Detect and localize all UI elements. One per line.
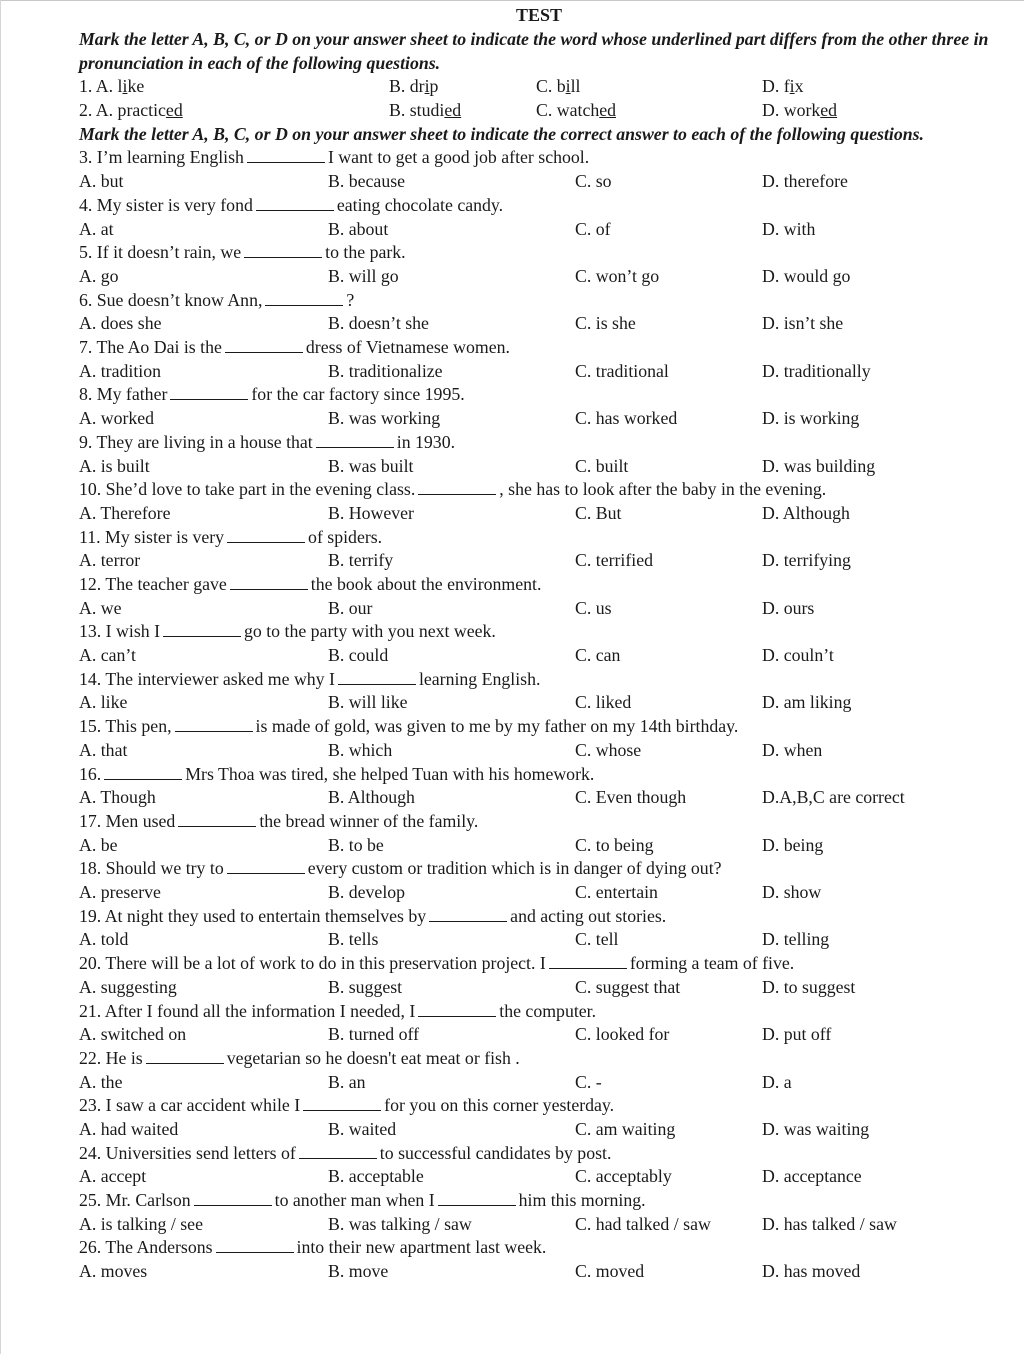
answer-blank xyxy=(227,526,305,543)
word-part: x xyxy=(794,76,804,97)
answer-option[interactable]: B. because xyxy=(328,171,406,192)
answer-option[interactable]: D. to suggest xyxy=(762,976,856,997)
question xyxy=(79,241,999,265)
pronunciation-section xyxy=(79,75,999,122)
answer-option[interactable]: C. looked for xyxy=(575,1024,670,1045)
answer-option[interactable] xyxy=(389,99,461,123)
answer-option[interactable]: B. suggest xyxy=(328,976,403,997)
answer-option[interactable]: D. a xyxy=(762,1071,792,1092)
option-letter: 1. A. xyxy=(79,76,118,97)
answer-blank xyxy=(194,1189,272,1206)
answer-blank xyxy=(429,905,507,922)
answer-option[interactable]: D. Although xyxy=(762,502,850,523)
answer-option[interactable]: C. had talked / saw xyxy=(575,1213,711,1234)
answer-blank xyxy=(338,668,416,685)
answer-option[interactable]: A. we xyxy=(79,597,122,618)
answer-option[interactable]: D. would go xyxy=(762,265,851,286)
question-text: I want to get a good job after school. xyxy=(327,147,590,168)
question xyxy=(79,1047,999,1071)
answer-blank xyxy=(418,478,496,495)
answer-option[interactable]: B. waited xyxy=(328,1119,397,1139)
answer-option[interactable]: B. an xyxy=(328,1071,366,1092)
answer-options-row xyxy=(79,1071,999,1095)
answer-options-row xyxy=(79,455,999,479)
question xyxy=(79,1094,999,1118)
answer-blank xyxy=(216,1236,294,1253)
answer-option[interactable]: B. to be xyxy=(328,834,384,855)
answer-option[interactable]: A. worked xyxy=(79,408,155,429)
answer-option[interactable] xyxy=(389,75,438,99)
answer-option[interactable] xyxy=(762,75,804,99)
word-part: practic xyxy=(117,100,166,121)
answer-option[interactable]: B. was talking / saw xyxy=(328,1213,472,1234)
question xyxy=(79,1189,999,1213)
answer-option[interactable]: D. ours xyxy=(762,597,815,618)
word-part: l xyxy=(117,76,123,97)
answer-option[interactable]: D. was waiting xyxy=(762,1119,870,1139)
answer-option[interactable]: D. isn’t she xyxy=(762,313,844,334)
question-text: 19. At night they used to entertain themselves by xyxy=(79,905,427,926)
option-letter: C. xyxy=(536,76,557,97)
answer-option[interactable]: C. so xyxy=(575,171,612,192)
answer-option[interactable]: B. traditionalize xyxy=(328,360,443,381)
answer-options-row xyxy=(79,1118,999,1142)
answer-options-row xyxy=(79,218,999,242)
answer-option[interactable]: B. terrify xyxy=(328,550,394,571)
answer-blank xyxy=(303,1094,381,1111)
question-text: every custom or tradition which is in danger of dying out? xyxy=(307,858,722,879)
answer-option[interactable]: A. Though xyxy=(79,787,156,808)
answer-option[interactable]: C. terrified xyxy=(575,550,654,571)
underlined-part: ed xyxy=(165,100,183,121)
answer-blank xyxy=(418,1000,496,1017)
answer-options-row xyxy=(79,786,999,810)
question-text: 26. The Andersons xyxy=(79,1237,213,1258)
question-text: the computer. xyxy=(499,1000,597,1021)
question-text: 10. She’d love to take part in the evening class. xyxy=(79,479,416,500)
answer-option[interactable]: C. us xyxy=(575,597,612,618)
answer-option[interactable]: C. But xyxy=(575,502,622,523)
question-text: of spiders. xyxy=(308,526,383,547)
answer-options-row xyxy=(79,312,999,336)
answer-option[interactable]: A. preserve xyxy=(79,882,161,903)
answer-option[interactable]: A. is talking / see xyxy=(79,1213,203,1234)
answer-blank xyxy=(438,1189,516,1206)
grammar-section xyxy=(79,146,999,1283)
question-text: 23. I saw a car accident while I xyxy=(79,1095,301,1116)
answer-option[interactable]: D. has talked / saw xyxy=(762,1213,897,1234)
answer-blank xyxy=(163,620,241,637)
answer-option[interactable]: D. being xyxy=(762,834,824,855)
answer-option[interactable]: B. which xyxy=(328,739,393,760)
question-text: 20. There will be a lot of work to do in this preservation project. I xyxy=(79,953,546,974)
question xyxy=(79,715,999,739)
answer-option[interactable]: B. doesn’t she xyxy=(328,313,429,334)
answer-option[interactable]: A. switched on xyxy=(79,1024,187,1045)
answer-option[interactable]: B. was working xyxy=(328,408,441,429)
question-text: 3. I’m learning English xyxy=(79,147,244,168)
question xyxy=(79,810,999,834)
answer-options-row xyxy=(79,265,999,289)
answer-option[interactable]: D. couln’t xyxy=(762,645,834,666)
option-letter: D. xyxy=(762,76,784,97)
answer-options-row xyxy=(79,549,999,573)
answer-option[interactable]: A. but xyxy=(79,171,124,192)
answer-option[interactable]: B. our xyxy=(328,597,373,618)
answer-option[interactable]: B. However xyxy=(328,502,414,523)
answer-option[interactable] xyxy=(536,75,581,99)
answer-option[interactable]: A. tradition xyxy=(79,360,161,381)
question xyxy=(79,1142,999,1166)
answer-options-row xyxy=(79,360,999,384)
word-part: work xyxy=(783,100,821,121)
answer-option[interactable]: B. acceptable xyxy=(328,1166,424,1187)
left-border xyxy=(0,0,1,1354)
word-part: ke xyxy=(127,76,145,97)
question xyxy=(79,478,999,502)
underlined-part: ed xyxy=(444,100,462,121)
answer-option[interactable]: C. traditional xyxy=(575,360,669,381)
question-text: 5. If it doesn’t rain, we xyxy=(79,242,242,263)
question-text: into their new apartment last week. xyxy=(296,1237,547,1258)
answer-option[interactable]: A. terror xyxy=(79,550,141,571)
answer-blank xyxy=(244,241,322,258)
answer-option[interactable]: A. had waited xyxy=(79,1119,179,1139)
pronunciation-options-row xyxy=(79,99,999,123)
question xyxy=(79,431,999,455)
answer-option[interactable]: D. traditionally xyxy=(762,360,871,381)
question-text: 24. Universities send letters of xyxy=(79,1142,296,1163)
answer-blank xyxy=(175,715,253,732)
answer-options-row xyxy=(79,928,999,952)
answer-option[interactable]: B. Although xyxy=(328,787,415,808)
answer-blank xyxy=(178,810,256,827)
option-letter: B. xyxy=(389,100,410,121)
section2-instruction: Mark the letter A, B, C, or D on your answer sheet to indicate the correct answer to each of the following questions. xyxy=(79,123,924,144)
answer-option[interactable] xyxy=(79,99,183,123)
question-text: 6. Sue doesn’t know Ann, xyxy=(79,289,263,310)
answer-option[interactable]: A. Therefore xyxy=(79,502,171,523)
question xyxy=(79,857,999,881)
answer-blank xyxy=(104,763,182,780)
question-text: 13. I wish I xyxy=(79,621,160,642)
answer-option[interactable]: D. was building xyxy=(762,455,876,476)
question-text: 25. Mr. Carlson xyxy=(79,1190,191,1211)
answer-option[interactable]: A. can’t xyxy=(79,645,136,666)
answer-option[interactable]: D. terrifying xyxy=(762,550,851,571)
question-text: 11. My sister is very xyxy=(79,526,225,547)
answer-option[interactable]: D.A,B,C are correct xyxy=(762,787,905,808)
answer-option[interactable]: D. when xyxy=(762,739,823,760)
question-text: the book about the environment. xyxy=(310,574,542,594)
underlined-part: ed xyxy=(820,100,838,121)
question-text: 18. Should we try to xyxy=(79,858,224,879)
underlined-part: i xyxy=(122,76,128,97)
answer-option[interactable]: A. go xyxy=(79,265,119,286)
pronunciation-options-row xyxy=(79,75,999,99)
word-part: f xyxy=(783,76,790,97)
answer-option[interactable]: A. suggesting xyxy=(79,976,177,997)
question-text: 21. After I found all the information I needed, I xyxy=(79,1000,416,1021)
question-text: forming a team of five. xyxy=(629,953,795,974)
answer-options-row xyxy=(79,1023,999,1047)
question-text: 8. My father xyxy=(79,384,168,405)
option-letter: C. xyxy=(536,100,557,121)
answer-option[interactable]: D. is working xyxy=(762,408,860,429)
test-content xyxy=(79,4,999,1284)
answer-option[interactable]: B. could xyxy=(328,645,389,666)
answer-options-row xyxy=(79,739,999,763)
question-text: 22. He is xyxy=(79,1047,143,1068)
answer-option[interactable]: D. put off xyxy=(762,1024,832,1045)
question xyxy=(79,1236,999,1260)
question-text: and acting out stories. xyxy=(510,905,667,926)
answer-option[interactable]: C. suggest that xyxy=(575,976,681,997)
question-text: eating chocolate candy. xyxy=(336,194,504,215)
answer-option[interactable]: C. tell xyxy=(575,929,619,950)
answer-options-row xyxy=(79,644,999,668)
answer-blank xyxy=(299,1142,377,1159)
answer-options-row xyxy=(79,881,999,905)
top-border xyxy=(0,0,1024,1)
word-part: watch xyxy=(556,100,600,121)
question-text: learning English. xyxy=(418,668,541,689)
underlined-part: i xyxy=(565,76,571,97)
word-part: p xyxy=(429,76,439,97)
answer-option[interactable]: A. the xyxy=(79,1071,123,1092)
answer-option[interactable]: D. am liking xyxy=(762,692,852,713)
option-letter: B. xyxy=(389,76,410,97)
answer-option[interactable]: C. can xyxy=(575,645,621,666)
question-text: to the park. xyxy=(325,242,406,263)
word-part: dr xyxy=(409,76,425,97)
answer-option[interactable]: B. tells xyxy=(328,929,379,950)
answer-option[interactable]: D. show xyxy=(762,882,822,903)
answer-option[interactable]: B. about xyxy=(328,218,389,239)
section1-instruction: Mark the letter A, B, C, or D on your answer sheet to indicate the word whose underlined part differs from the other three in pronunciation in each of the following questions. xyxy=(79,29,989,73)
answer-option[interactable]: B. turned off xyxy=(328,1024,420,1045)
question-text: to successful candidates by post. xyxy=(379,1142,612,1163)
word-part: ll xyxy=(570,76,581,97)
answer-option[interactable]: C. acceptably xyxy=(575,1166,672,1187)
answer-option[interactable]: C. entertain xyxy=(575,882,658,903)
option-letter: D. xyxy=(762,100,784,121)
answer-option[interactable]: D. telling xyxy=(762,929,830,950)
answer-blank xyxy=(225,336,303,353)
underlined-part: ed xyxy=(599,100,617,121)
question-text: him this morning. xyxy=(518,1190,646,1211)
question xyxy=(79,383,999,407)
question-text: 17. Men used xyxy=(79,810,176,831)
question-text: 16. xyxy=(79,763,102,784)
answer-blank xyxy=(247,146,325,163)
word-part: studi xyxy=(409,100,445,121)
answer-option[interactable]: A. at xyxy=(79,218,114,239)
answer-option[interactable]: C. Even though xyxy=(575,787,687,808)
question-text: dress of Vietnamese women. xyxy=(305,337,510,358)
answer-option[interactable]: A. like xyxy=(79,692,128,713)
question xyxy=(79,905,999,929)
question xyxy=(79,526,999,550)
question-text: to another man when I xyxy=(274,1190,435,1211)
answer-options-row xyxy=(79,1165,999,1189)
answer-option[interactable]: C. has worked xyxy=(575,408,678,429)
answer-option[interactable]: C. to being xyxy=(575,834,654,855)
question-text: 14. The interviewer asked me why I xyxy=(79,668,335,689)
question-text: , she has to look after the baby in the evening. xyxy=(499,479,827,500)
word-part: b xyxy=(556,76,566,97)
question-text: 9. They are living in a house that xyxy=(79,431,313,452)
question xyxy=(79,620,999,644)
question-text: ? xyxy=(346,289,355,310)
option-letter: 2. A. xyxy=(79,100,118,121)
answer-options-row xyxy=(79,170,999,194)
answer-option[interactable]: A. does she xyxy=(79,313,162,334)
answer-option[interactable]: C. - xyxy=(575,1071,602,1092)
answer-option[interactable]: A. accept xyxy=(79,1166,147,1187)
question xyxy=(79,336,999,360)
answer-blank xyxy=(230,573,308,590)
question xyxy=(79,194,999,218)
question-text: go to the party with you next week. xyxy=(244,621,496,642)
question-text: 7. The Ao Dai is the xyxy=(79,337,222,358)
answer-option[interactable]: C. built xyxy=(575,455,629,476)
answer-blank xyxy=(256,194,334,211)
answer-option[interactable]: D. with xyxy=(762,218,816,239)
answer-option[interactable]: B. was built xyxy=(328,455,414,476)
answer-options-row xyxy=(79,597,999,621)
answer-blank xyxy=(265,289,343,306)
answer-blank xyxy=(146,1047,224,1064)
question xyxy=(79,952,999,976)
question-text: 12. The teacher gave xyxy=(79,574,227,594)
answer-options-row xyxy=(79,1213,999,1237)
page-title: TEST xyxy=(515,5,563,25)
question xyxy=(79,573,999,597)
answer-blank xyxy=(170,383,248,400)
answer-options-row xyxy=(79,976,999,1000)
question-text: Mrs Thoa was tired, she helped Tuan with his homework. xyxy=(185,763,595,784)
answer-option[interactable]: C. of xyxy=(575,218,611,239)
question xyxy=(79,146,999,170)
answer-option[interactable]: C. is she xyxy=(575,313,636,334)
answer-option[interactable]: A. be xyxy=(79,834,118,855)
underlined-part: i xyxy=(789,76,795,97)
question xyxy=(79,289,999,313)
answer-option[interactable]: A. is built xyxy=(79,455,150,476)
answer-option[interactable] xyxy=(79,75,144,99)
question xyxy=(79,763,999,787)
question xyxy=(79,1000,999,1024)
answer-option[interactable] xyxy=(762,99,837,123)
question-text: 15. This pen, xyxy=(79,716,172,737)
answer-option[interactable]: D. therefore xyxy=(762,171,848,192)
answer-option[interactable]: A. moves xyxy=(79,1261,148,1282)
question-text: for the car factory since 1995. xyxy=(251,384,465,405)
question xyxy=(79,668,999,692)
answer-options-row xyxy=(79,691,999,715)
answer-blank xyxy=(316,431,394,448)
answer-option[interactable]: C. liked xyxy=(575,692,632,713)
answer-option[interactable]: D. acceptance xyxy=(762,1166,862,1187)
answer-option[interactable]: B. develop xyxy=(328,882,406,903)
answer-options-row xyxy=(79,407,999,431)
question-text: is made of gold, was given to me by my father on my 14th birthday. xyxy=(255,716,739,737)
answer-blank xyxy=(549,952,627,969)
answer-options-row xyxy=(79,1260,999,1284)
answer-option[interactable]: A. told xyxy=(79,929,129,950)
answer-blank xyxy=(227,857,305,874)
answer-option[interactable]: C. won’t go xyxy=(575,265,660,286)
answer-option[interactable]: B. will go xyxy=(328,265,399,286)
answer-option[interactable]: C. whose xyxy=(575,739,642,760)
question-text: 4. My sister is very fond xyxy=(79,194,253,215)
question-text: vegetarian so he doesn't eat meat or fish . xyxy=(226,1047,520,1068)
answer-option[interactable]: C. moved xyxy=(575,1261,645,1282)
answer-option[interactable]: C. am waiting xyxy=(575,1119,676,1139)
question-text: for you on this corner yesterday. xyxy=(384,1095,615,1116)
answer-option[interactable]: B. will like xyxy=(328,692,408,713)
answer-option[interactable]: D. has moved xyxy=(762,1261,861,1282)
answer-option[interactable] xyxy=(536,99,616,123)
question-text: the bread winner of the family. xyxy=(259,810,479,831)
question-text: in 1930. xyxy=(396,431,456,452)
underlined-part: i xyxy=(424,76,430,97)
answer-option[interactable]: B. move xyxy=(328,1261,389,1282)
answer-options-row xyxy=(79,502,999,526)
answer-options-row xyxy=(79,834,999,858)
answer-option[interactable]: A. that xyxy=(79,739,128,760)
